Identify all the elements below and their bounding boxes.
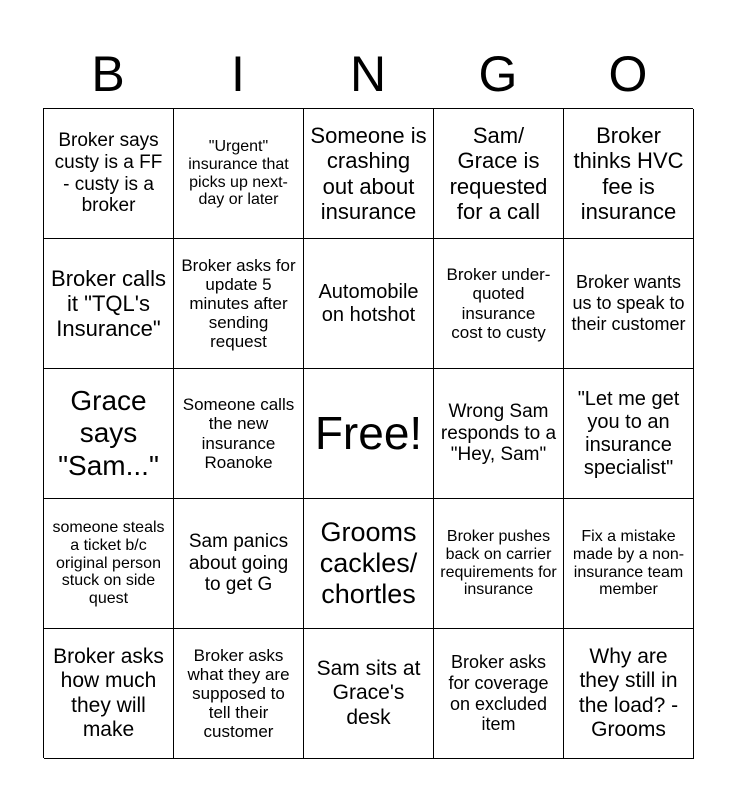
- bingo-cell-text: Broker calls it "TQL's Insurance": [51, 265, 166, 342]
- bingo-cell-r2-c5[interactable]: [564, 239, 694, 369]
- bingo-cell-r1-c3[interactable]: [304, 109, 434, 239]
- bingo-cell-text: Automobile on hotshot: [318, 280, 419, 326]
- bingo-cell-r1-c2[interactable]: [174, 109, 304, 239]
- bingo-cell-r4-c5[interactable]: [564, 499, 694, 629]
- header-letter-g: G: [478, 46, 518, 102]
- bingo-cell-text: Broker under-quoted insurance cost to custy: [446, 265, 551, 342]
- header-letter-o: O: [608, 46, 648, 102]
- bingo-cell-text: Grooms cackles/ chortles: [319, 516, 418, 610]
- bingo-cell-r4-c3[interactable]: [304, 499, 434, 629]
- bingo-cell-r5-c2[interactable]: [174, 629, 304, 759]
- free-space-text: Free!: [314, 407, 423, 460]
- bingo-cell-text: Broker asks how much they will make: [53, 645, 164, 741]
- bingo-cell-r3-c1[interactable]: [44, 369, 174, 499]
- bingo-cell-r2-c1[interactable]: [44, 239, 174, 369]
- bingo-card-grid: [43, 108, 693, 758]
- bingo-cell-text: Broker says custy is a FF - custy is a broker: [54, 129, 163, 217]
- bingo-cell-text: Wrong Sam responds to a "Hey, Sam": [440, 400, 557, 466]
- bingo-cell-text: someone steals a ticket b/c original person stuck on side quest: [52, 518, 165, 608]
- bingo-cell-text: Broker asks for update 5 minutes after sending request: [181, 255, 296, 352]
- bingo-cell-text: Broker asks for coverage on excluded item: [448, 652, 549, 735]
- bingo-cell-r3-c4[interactable]: [434, 369, 564, 499]
- bingo-cell-r5-c3[interactable]: [304, 629, 434, 759]
- bingo-cell-text: Broker wants us to speak to their customer: [571, 272, 686, 334]
- header-letter-n: N: [349, 46, 387, 102]
- bingo-cell-text: "Let me get you to an insurance specialist": [577, 387, 680, 479]
- bingo-cell-text: Someone is crashing out about insurance: [310, 122, 427, 224]
- bingo-cell-free-space[interactable]: [304, 369, 434, 499]
- bingo-cell-text: Grace says "Sam...": [58, 385, 159, 481]
- bingo-cell-text: Sam sits at Grace's desk: [316, 657, 421, 729]
- bingo-cell-r2-c2[interactable]: [174, 239, 304, 369]
- bingo-cell-r4-c2[interactable]: [174, 499, 304, 629]
- bingo-cell-r2-c4[interactable]: [434, 239, 564, 369]
- bingo-cell-text: Fix a mistake made by a non-insurance team member: [572, 527, 685, 599]
- header-letter-i: I: [231, 46, 245, 102]
- bingo-cell-r3-c5[interactable]: [564, 369, 694, 499]
- bingo-cell-text: Sam panics about going to get G: [188, 530, 289, 596]
- bingo-cell-r4-c1[interactable]: [44, 499, 174, 629]
- bingo-cell-r1-c5[interactable]: [564, 109, 694, 239]
- bingo-cell-r5-c1[interactable]: [44, 629, 174, 759]
- bingo-cell-r3-c2[interactable]: [174, 369, 304, 499]
- bingo-cell-r1-c1[interactable]: [44, 109, 174, 239]
- bingo-cell-text: Broker asks what they are supposed to tell their customer: [187, 645, 290, 742]
- header-letter-b: B: [91, 46, 125, 102]
- bingo-cell-text: Sam/ Grace is requested for a call: [449, 122, 548, 224]
- bingo-cell-text: Broker pushes back on carrier requirements for insurance: [440, 527, 557, 599]
- bingo-cell-text: "Urgent" insurance that picks up next-day or later: [188, 137, 289, 209]
- bingo-cell-r1-c4[interactable]: [434, 109, 564, 239]
- bingo-cell-r4-c4[interactable]: [434, 499, 564, 629]
- bingo-cell-text: Someone calls the new insurance Roanoke: [182, 395, 295, 472]
- bingo-header: [43, 40, 693, 108]
- bingo-cell-r5-c5[interactable]: [564, 629, 694, 759]
- bingo-cell-text: Broker thinks HVC fee is insurance: [573, 122, 684, 224]
- bingo-cell-r2-c3[interactable]: [304, 239, 434, 369]
- bingo-cell-text: Why are they still in the load? - Grooms: [578, 645, 679, 741]
- bingo-cell-r5-c4[interactable]: [434, 629, 564, 759]
